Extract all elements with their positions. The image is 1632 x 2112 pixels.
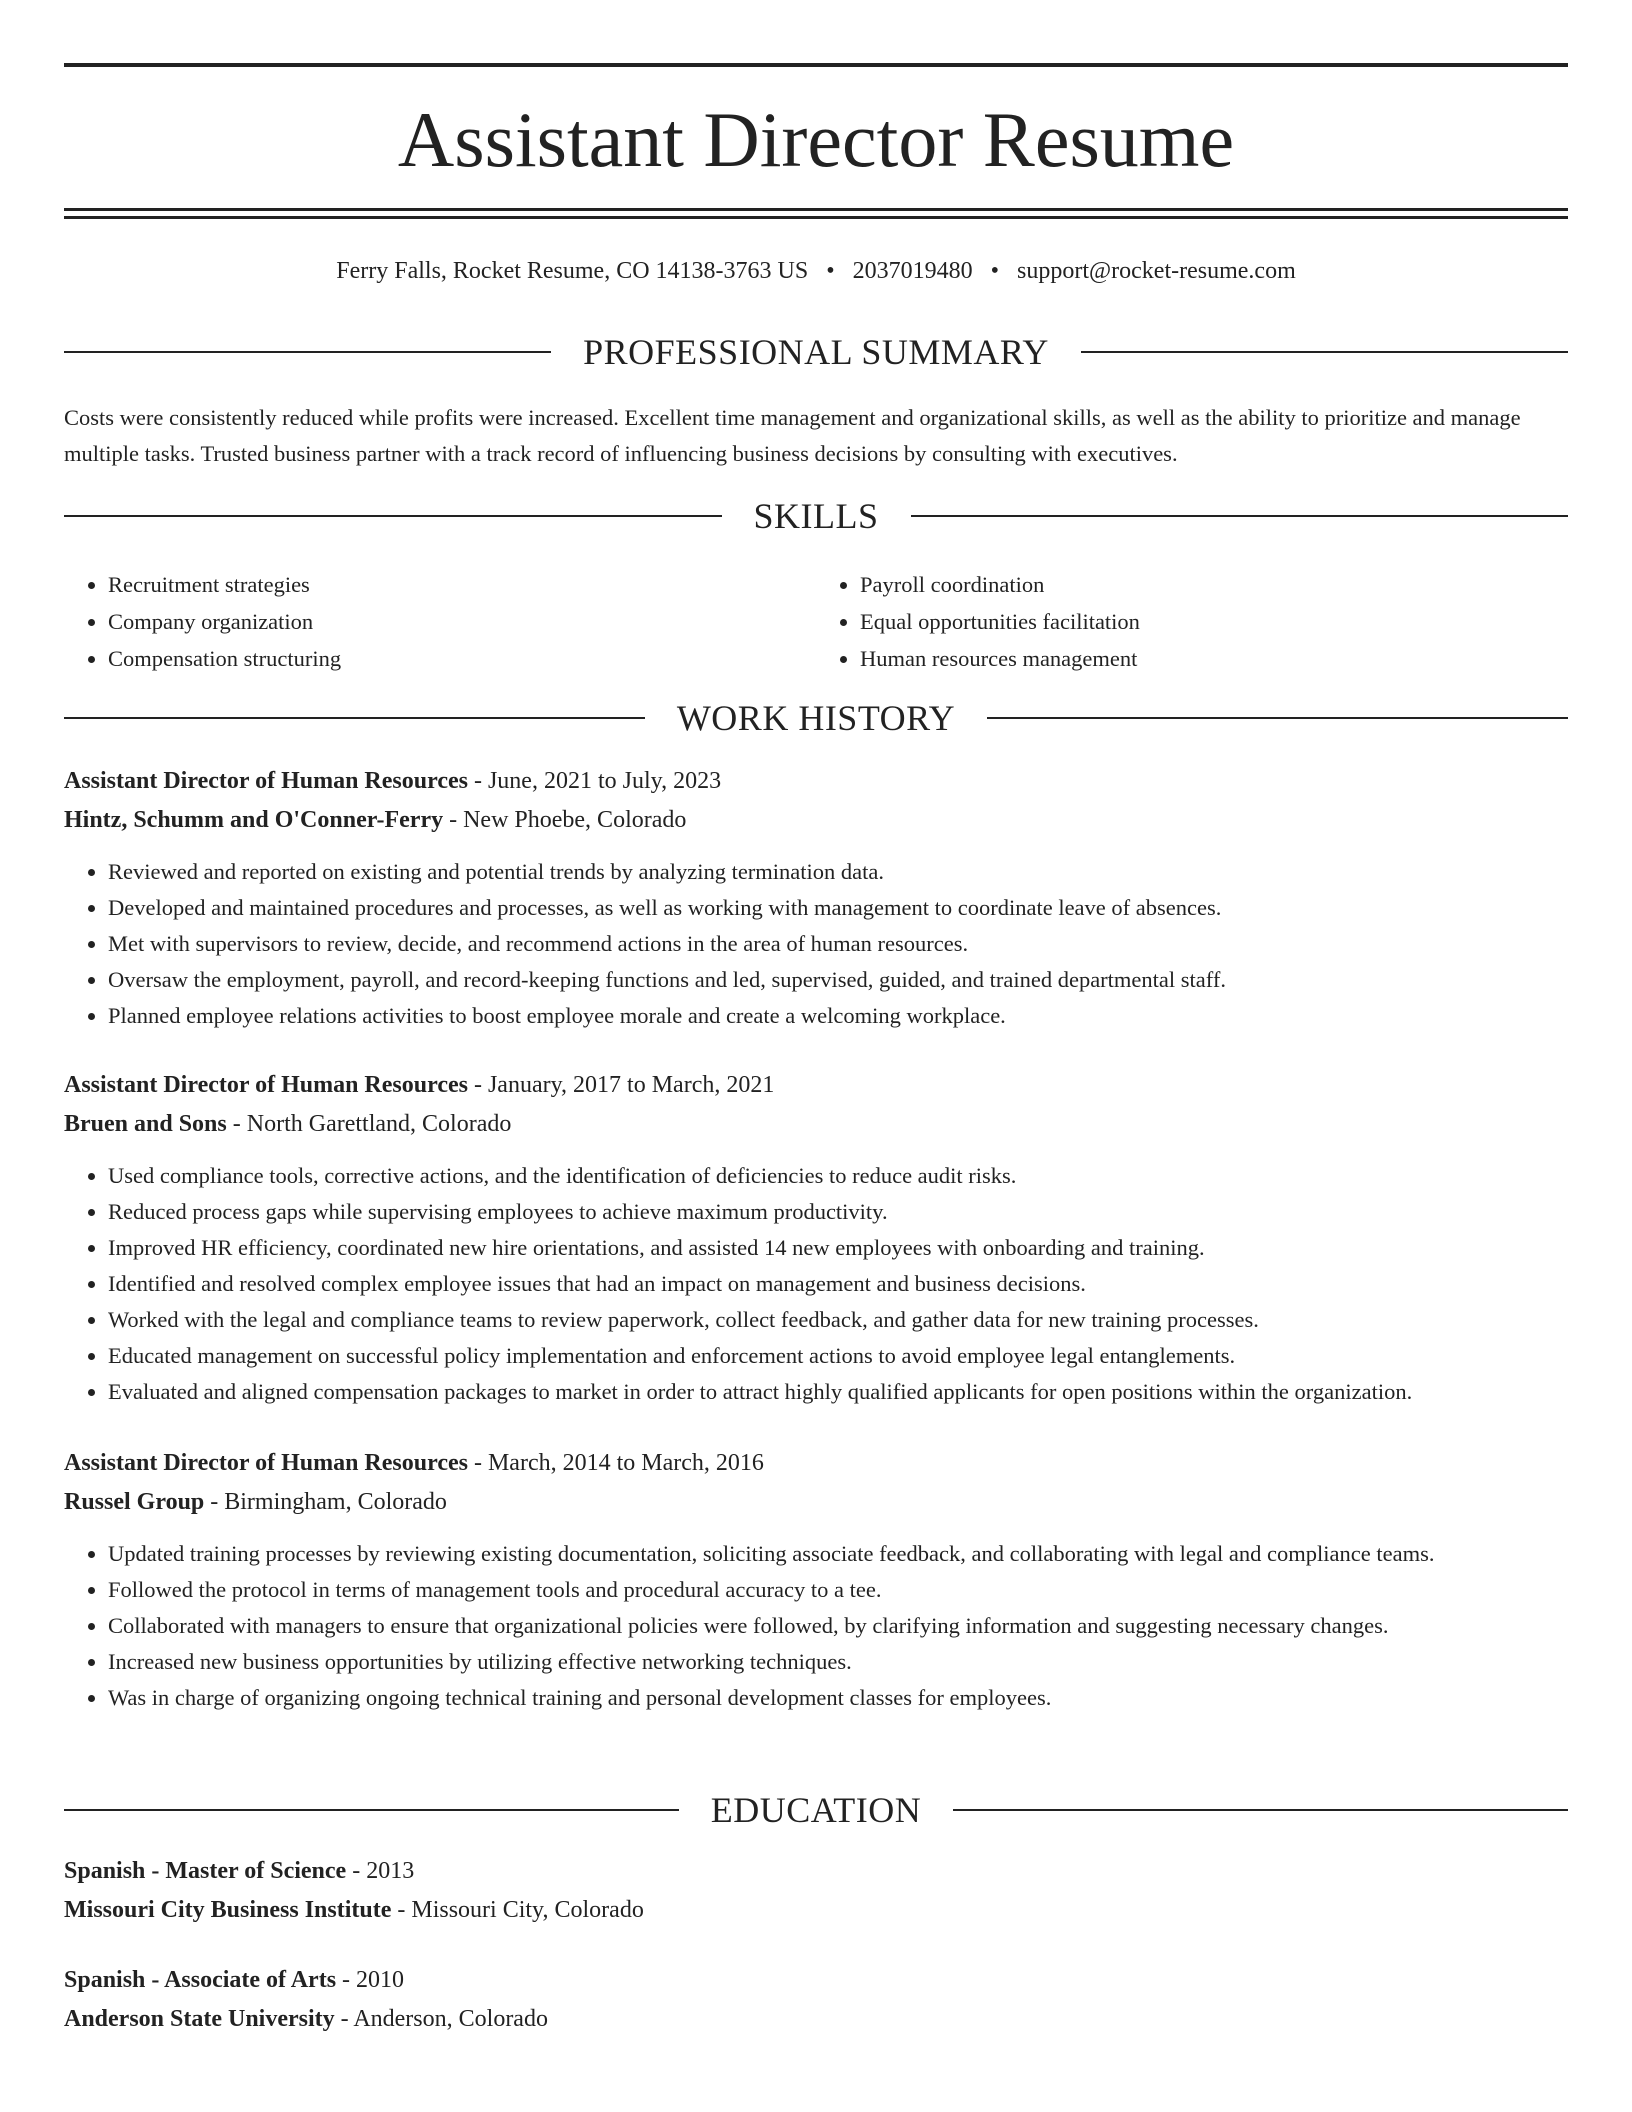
job-bullet: • Used compliance tools, corrective actions, and the identification of deficiencies to reduce audit risks. (108, 1158, 1568, 1194)
job-bullet: • Reviewed and reported on existing and potential trends by analyzing termination data. (108, 854, 1568, 890)
job-bullet: • Increased new business opportunities by utilizing effective networking techniques. (108, 1644, 1568, 1680)
job-title: Assistant Director of Human Resources (64, 1072, 468, 1098)
section-title: EDUCATION (710, 1790, 922, 1830)
job-entry (64, 762, 1568, 1034)
job-company: Bruen and Sons (64, 1111, 227, 1137)
job-bullet: • Developed and maintained procedures and processes, as well as working with management to coordinate leave of absences. (108, 890, 1568, 926)
section-heading-skills (64, 494, 1568, 538)
section-title: SKILLS (753, 496, 879, 536)
top-rule (64, 63, 1568, 67)
heading-rule-left (64, 1809, 679, 1811)
heading-rule-right (987, 717, 1568, 719)
education-school-line (64, 2000, 1568, 2039)
heading-rule-left (64, 515, 722, 517)
job-bullets (64, 1158, 1568, 1410)
job-bullets (64, 854, 1568, 1034)
skills-column-left (64, 566, 816, 677)
section-heading-work (64, 696, 1568, 740)
contact-line (64, 254, 1568, 288)
job-bullet: • Oversaw the employment, payroll, and record-keeping functions and led, supervised, guided, and trained departmental staff. (108, 962, 1568, 998)
job-bullets (64, 1536, 1568, 1716)
skill-item: • Human resources management (860, 640, 1568, 677)
job-location: - New Phoebe, Colorado (443, 807, 687, 833)
section-heading-education (64, 1788, 1568, 1832)
skill-item: • Payroll coordination (860, 566, 1568, 603)
job-dates: - January, 2017 to March, 2021 (467, 1072, 775, 1098)
job-bullet: • Followed the protocol in terms of management tools and procedural accuracy to a tee. (108, 1572, 1568, 1608)
section-title: WORK HISTORY (676, 698, 956, 738)
education-year: - 2010 (336, 1967, 405, 1993)
job-title: Assistant Director of Human Resources (64, 1450, 468, 1476)
education-degree-line (64, 1852, 1568, 1891)
education-school-line (64, 1891, 1568, 1930)
job-location: - North Garettland, Colorado (226, 1111, 512, 1137)
job-bullet: • Was in charge of organizing ongoing technical training and personal development classes for employees. (108, 1680, 1568, 1716)
job-company-line (64, 1483, 1568, 1522)
section-title: PROFESSIONAL SUMMARY (583, 332, 1049, 372)
job-bullet: • Planned employee relations activities to boost employee morale and create a welcoming workplace. (108, 998, 1568, 1034)
heading-rule-right (953, 1809, 1568, 1811)
education-school: Missouri City Business Institute (64, 1897, 392, 1923)
skills-column-right (816, 566, 1568, 677)
education-entry (64, 1852, 1568, 1930)
job-company: Russel Group (64, 1489, 205, 1515)
job-bullet: • Updated training processes by reviewing existing documentation, soliciting associate feedback, and collaborating with legal and compliance teams. (108, 1536, 1568, 1572)
summary-text: Costs were consistently reduced while profits were increased. Excellent time management and organizational skills, as well as the ability to prioritize and manage multiple tasks. Trusted business partner with a track record of influencing business decisions by consulting with executives. (64, 405, 1521, 466)
skill-item: • Compensation structuring (108, 640, 816, 677)
double-rule-top (64, 208, 1568, 211)
job-title-line (64, 1444, 1568, 1483)
skills-list (64, 566, 1568, 677)
education-school: Anderson State University (64, 2006, 335, 2032)
job-dates: - June, 2021 to July, 2023 (467, 768, 722, 794)
skill-item: • Equal opportunities facilitation (860, 603, 1568, 640)
job-company-line (64, 1105, 1568, 1144)
contact-phone: 2037019480 (852, 258, 973, 284)
job-bullet: • Met with supervisors to review, decide, and recommend actions in the area of human resources. (108, 926, 1568, 962)
job-bullet: • Evaluated and aligned compensation packages to market in order to attract highly qualified applicants for open positions within the organization. (108, 1374, 1568, 1410)
job-company-line (64, 801, 1568, 840)
education-entry (64, 1961, 1568, 2039)
job-title: Assistant Director of Human Resources (64, 768, 468, 794)
education-degree: Spanish - Associate of Arts (64, 1967, 337, 1993)
job-entry (64, 1066, 1568, 1410)
education-location: - Missouri City, Colorado (391, 1897, 644, 1923)
contact-separator: • (826, 258, 835, 284)
heading-rule-right (1081, 351, 1568, 353)
heading-rule-right (911, 515, 1569, 517)
job-bullet: • Reduced process gaps while supervising employees to achieve maximum productivity. (108, 1194, 1568, 1230)
job-title-line (64, 1066, 1568, 1105)
job-entry (64, 1444, 1568, 1716)
job-location: - Birmingham, Colorado (204, 1489, 447, 1515)
double-rule-bottom (64, 216, 1568, 219)
education-location: - Anderson, Colorado (334, 2006, 548, 2032)
education-degree: Spanish - Master of Science (64, 1858, 347, 1884)
contact-email[interactable]: support@rocket-resume.com (1017, 258, 1296, 284)
job-bullet: • Identified and resolved complex employee issues that had an impact on management and business decisions. (108, 1266, 1568, 1302)
job-dates: - March, 2014 to March, 2016 (467, 1450, 764, 1476)
contact-address: Ferry Falls, Rocket Resume, CO 14138-3763 US (336, 258, 809, 284)
contact-separator: • (990, 258, 1000, 284)
job-bullet: • Improved HR efficiency, coordinated new hire orientations, and assisted 14 new employees with onboarding and training. (108, 1230, 1568, 1266)
job-company: Hintz, Schumm and O'Conner-Ferry (64, 807, 444, 833)
section-heading-summary (64, 330, 1568, 374)
job-title-line (64, 762, 1568, 801)
education-year: - 2013 (346, 1858, 415, 1884)
job-bullet: • Collaborated with managers to ensure that organizational policies were followed, by clarifying information and suggesting necessary changes. (108, 1608, 1568, 1644)
job-bullet: • Educated management on successful policy implementation and enforcement actions to avoid employee legal entanglements. (108, 1338, 1568, 1374)
skill-item: • Company organization (108, 603, 816, 640)
skill-item: • Recruitment strategies (108, 566, 816, 603)
job-bullet: • Worked with the legal and compliance teams to review paperwork, collect feedback, and gather data for new training processes. (108, 1302, 1568, 1338)
page-title: Assistant Director Resume (397, 96, 1235, 183)
heading-rule-left (64, 351, 551, 353)
education-degree-line (64, 1961, 1568, 2000)
heading-rule-left (64, 717, 645, 719)
